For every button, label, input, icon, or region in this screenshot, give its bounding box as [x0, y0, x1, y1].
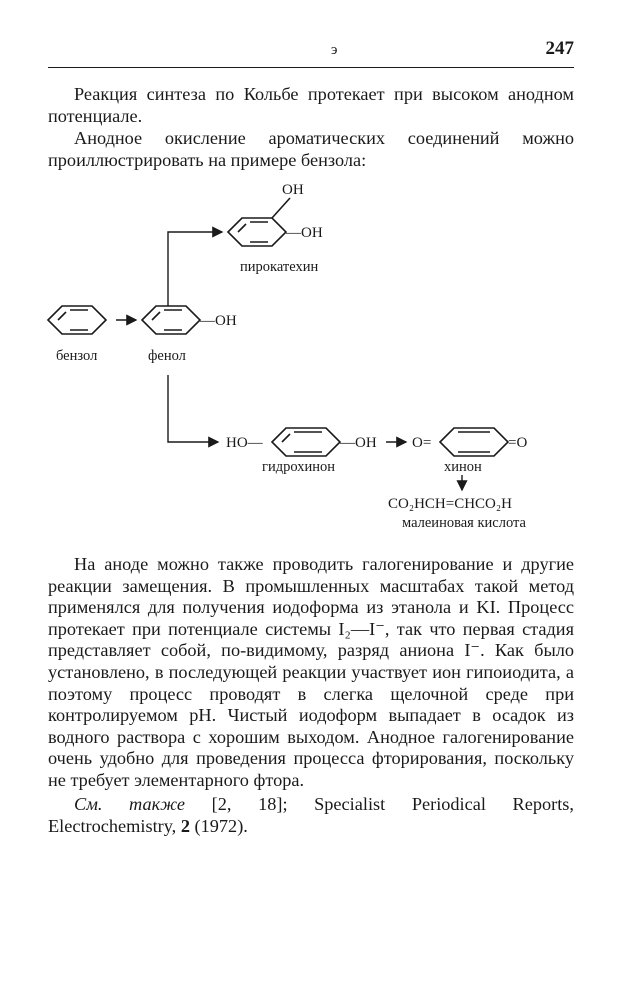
- arrow-to-hydroquinone: [168, 375, 218, 442]
- header-rule: [48, 67, 574, 68]
- arrow-to-pyrocatechol: [168, 232, 222, 306]
- label-maleic-acid: малеиновая кислота: [402, 515, 526, 530]
- quinone-o-right: =O: [508, 435, 528, 451]
- label-benzene: бензол: [56, 348, 98, 364]
- label-hydroquinone: гидрохинон: [262, 459, 336, 475]
- benzene-ring: [48, 306, 106, 334]
- page-header: [48, 38, 574, 68]
- reference-cites: [2, 18]; Specialist Periodical Reports, Electrochemistry,: [48, 794, 574, 836]
- label-phenol: фенол: [148, 348, 186, 364]
- maleic-acid-formula: CO₂HCH=CHCO₂H: [388, 496, 512, 512]
- label-quinone: хинон: [444, 459, 482, 475]
- pyrocatechol-ring: [228, 198, 290, 246]
- page-number: 247: [545, 38, 574, 59]
- reference-volume: 2: [180, 815, 190, 836]
- hydroquinone-ho-group: HO—: [226, 435, 263, 451]
- pyrocatechol-oh-top: OH: [282, 182, 304, 198]
- pyrocatechol-oh-right: —OH: [286, 225, 323, 241]
- paragraph-kolbe: Реакция синтеза по Кольбе протекает при высоком анодном потенциале.: [48, 84, 574, 126]
- see-also-label: См. также: [74, 794, 186, 814]
- paragraph-halogenation: На аноде можно также проводить галогенирование и другие реакции замещения. В промышленных масштабах такой метод применялся для получения иодоформа из этанола и KI. Процесс протекает при потенциале системы I₂—I⁻, так что первая стадия представляет собой, по-видимому, разряд аниона I⁻. Как было установлено, в последующей реакции участвует ион гипоиодита, а поэтому процесс проводят в слегка щелочной среде при контролируемом pH. Чистый иодоформ выпадает в осадок из водного раствора с хорошим выходом. Анодное галогенирование очень удобно для проведения процесса фторирования, поскольку не требует элементарного фтора.: [48, 554, 574, 790]
- hydroquinone-ring: [272, 428, 340, 456]
- quinone-ring: [440, 428, 508, 456]
- hydroquinone-oh-group: —OH: [340, 435, 377, 451]
- reference-year: (1972).: [189, 815, 248, 836]
- phenol-ring: [142, 306, 200, 334]
- running-mark: э: [331, 42, 338, 58]
- paragraph-anodic-oxidation: Анодное окисление ароматических соединений можно проиллюстрировать на примере бензола:: [48, 128, 574, 170]
- label-pyrocatechol: пирокатехин: [240, 259, 319, 275]
- phenol-oh-group: —OH: [200, 313, 237, 329]
- reference-line: [48, 794, 574, 837]
- benzene-oxidation-scheme: [0, 170, 625, 530]
- quinone-o-left: O=: [412, 435, 432, 451]
